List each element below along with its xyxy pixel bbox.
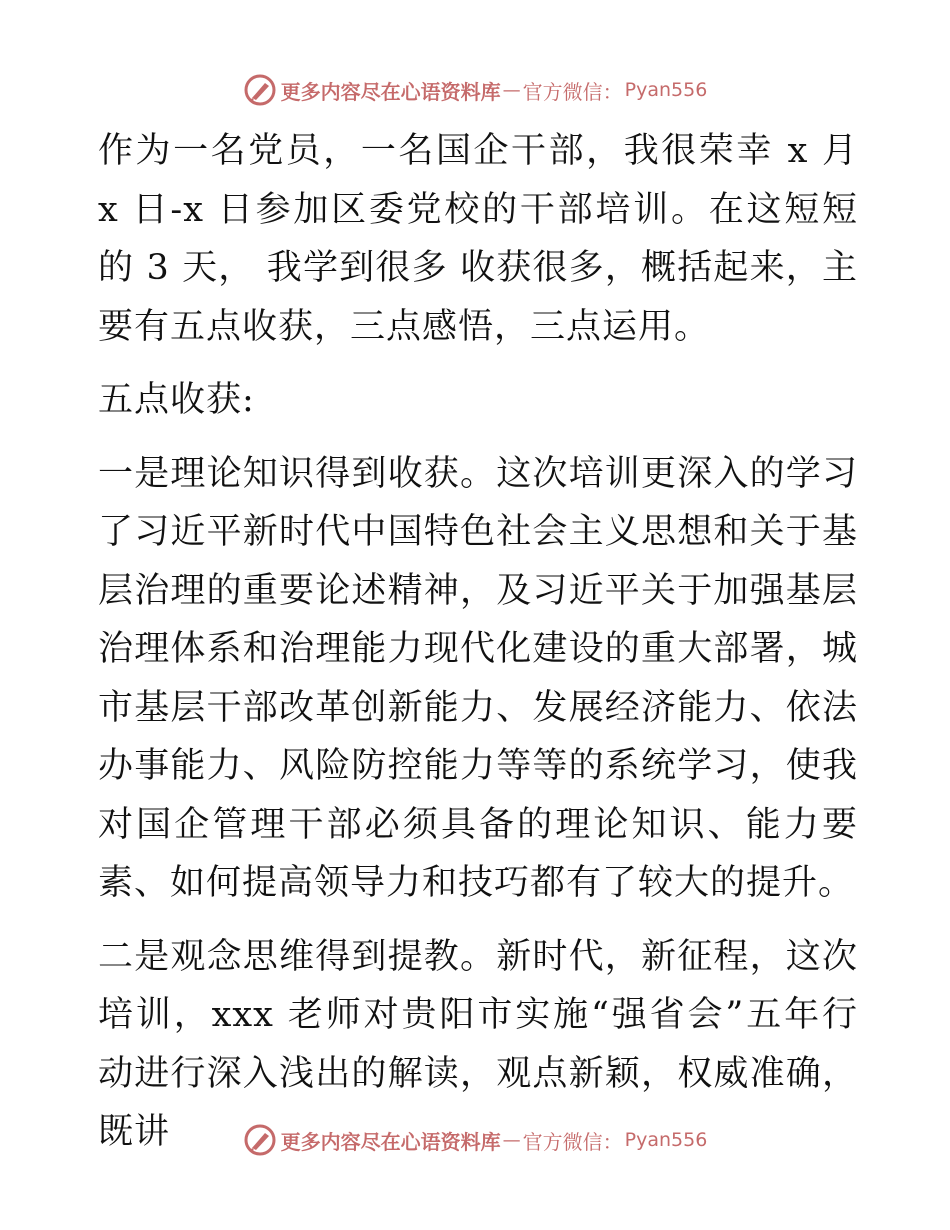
footer-banner	[0, 1120, 950, 1160]
pen-circle-logo-icon	[243, 73, 277, 107]
header-wechat-id: Pyan556	[624, 79, 708, 101]
paragraph-point-two: 二是观念思维得到提教。新时代，新征程，这次培训，xxx 老师对贵阳市实施“强省会”五年行动进行深入浅出的解读，观点新颖，权威准确，既讲	[98, 936, 858, 1152]
header-banner	[0, 70, 950, 110]
header-wechat-label: 官方微信：	[522, 79, 623, 104]
header-site-text: 更多内容尽在心语资料库	[280, 79, 501, 104]
paragraph-section-heading: 五点收获:	[98, 380, 255, 420]
footer-wechat-label: 官方微信：	[522, 1129, 623, 1154]
document-body	[98, 122, 858, 1177]
header-separator: —	[502, 79, 521, 101]
paragraph-point-one: 一是理论知识得到收获。这次培训更深入的学习了习近平新时代中国特色社会主义思想和关于基层治理的重要论述精神，及习近平关于加强基层治理体系和治理能力现代化建设的重大部署，城市基层干部改革创新能力、发展经济能力、依法办事能力、风险防控能力等等的系统学习，使我对国企管理干部必须具备的理论知识、能力要素、如何提高领导力和技巧都有了较大的提升。	[98, 453, 858, 903]
footer-wechat-id: Pyan556	[624, 1129, 708, 1151]
footer-site-text: 更多内容尽在心语资料库	[280, 1129, 501, 1154]
pen-circle-logo-icon	[243, 1123, 277, 1157]
footer-separator: —	[502, 1129, 521, 1151]
paragraph-intro: 作为一名党员，一名国企干部，我很荣幸 x 月 x 日-x 日参加区委党校的干部培训。在这短短的 3 天， 我学到很多 收获很多，概括起来，主要有五点收获，三点感悟，三点运用。	[98, 131, 858, 347]
